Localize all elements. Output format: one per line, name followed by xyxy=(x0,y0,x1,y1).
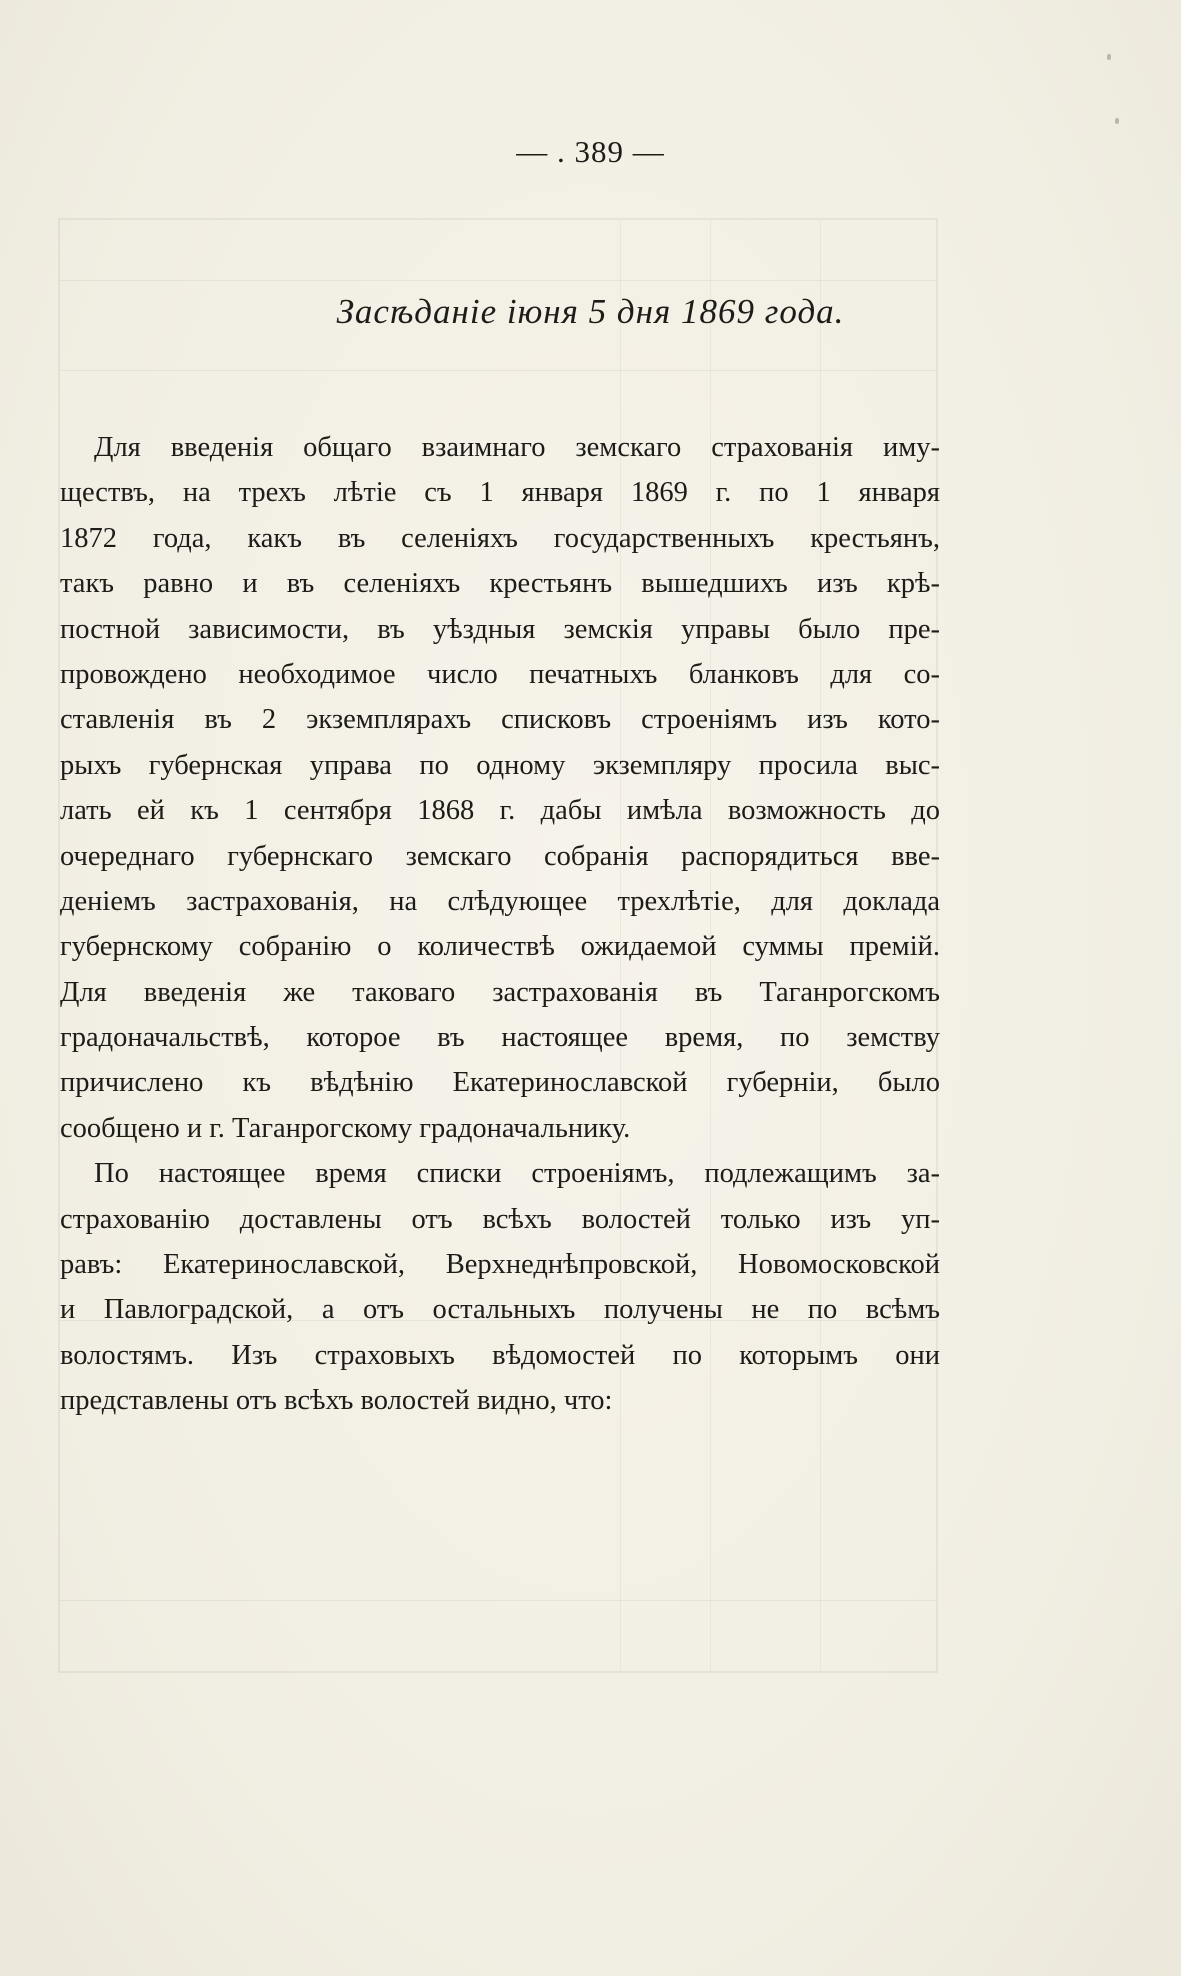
paper-speck xyxy=(1115,118,1119,124)
text-line: градоначальствѣ, которое въ настоящее время, по земству xyxy=(60,1022,940,1054)
text-line: Для введенія же таковаго застрахованія въ Таганрогскомъ xyxy=(60,976,940,1008)
paragraph-2 xyxy=(60,1151,940,1423)
text-line: причислено къ вѣдѣнію Екатеринославской губерніи, было xyxy=(60,1067,940,1099)
text-line: равъ: Екатеринославской, Верхнеднѣпровской, Новомосковской xyxy=(60,1249,940,1281)
page-number: — . 389 — xyxy=(516,134,665,169)
text-line: 1872 года, какъ въ селеніяхъ государственныхъ крестьянъ, xyxy=(60,522,940,554)
text-line: постной зависимости, въ уѣздныя земскія управы было пре- xyxy=(60,613,940,645)
paper-speck xyxy=(1107,54,1111,60)
text-line: такъ равно и въ селеніяхъ крестьянъ вышедшихъ изъ крѣ- xyxy=(60,568,940,600)
paragraph-1 xyxy=(60,425,940,1151)
text-line: По настоящее время списки строеніямъ, подлежащимъ за- xyxy=(94,1158,940,1190)
text-line: сообщено и г. Таганрогскому градоначальнику. xyxy=(60,1112,631,1144)
text-line: лать ей къ 1 сентября 1868 г. дабы имѣла возможность до xyxy=(60,795,940,827)
text-line: рыхъ губернская управа по одному экземпляру просила выс- xyxy=(60,749,940,781)
text-line: губернскому собранію о количествѣ ожидаемой суммы премій. xyxy=(60,931,940,963)
text-line: ставленія въ 2 экземплярахъ списковъ строеніямъ изъ кото- xyxy=(60,704,940,736)
text-line: провождено необходимое число печатныхъ бланковъ для со- xyxy=(60,658,940,690)
text-line: страхованію доставлены отъ всѣхъ волостей только изъ уп- xyxy=(60,1203,940,1235)
body-text xyxy=(60,425,940,1424)
text-line: ществъ, на трехъ лѣтіе съ 1 января 1869 г. по 1 января xyxy=(60,477,940,509)
session-heading: Засѣданіе іюня 5 дня 1869 года. xyxy=(336,292,845,331)
text-line: очереднаго губернскаго земскаго собранія распорядиться вве- xyxy=(60,840,940,872)
text-line: Для введенія общаго взаимнаго земскаго страхованія иму- xyxy=(94,432,940,463)
text-line: деніемъ застрахованія, на слѣдующее трехлѣтіе, для доклада xyxy=(60,885,940,917)
text-line: волостямъ. Изъ страховыхъ вѣдомостей по которымъ они xyxy=(60,1339,940,1371)
text-line: и Павлоградской, а отъ остальныхъ получены не по всѣмъ xyxy=(60,1294,940,1326)
text-line: представлены отъ всѣхъ волостей видно, что: xyxy=(60,1385,613,1417)
